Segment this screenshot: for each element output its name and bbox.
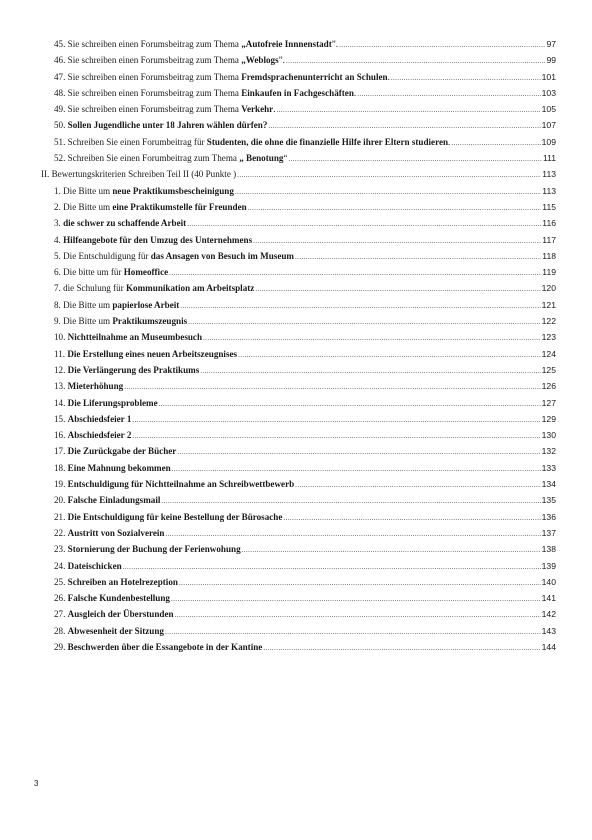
- toc-page-number: 99: [546, 55, 556, 66]
- toc-page-number: 142: [541, 609, 556, 620]
- toc-entry-topic: Die Verlängerung des Praktikums: [67, 364, 200, 375]
- toc-entry-prefix: 8. Die Bitte um: [54, 299, 113, 310]
- toc-entry[interactable]: [54, 623, 556, 639]
- toc-page-number: 117: [542, 234, 556, 245]
- toc-entry-suffix: “: [283, 153, 288, 164]
- toc-page-number: 111: [542, 153, 556, 164]
- dot-leader: [242, 542, 541, 558]
- dot-leader: [187, 216, 541, 232]
- toc-entry[interactable]: [54, 36, 556, 52]
- toc-entry-title: [54, 574, 178, 590]
- dot-leader: [124, 379, 540, 395]
- toc-page-number: 107: [541, 120, 556, 131]
- toc-entry-title: [54, 427, 131, 443]
- toc-entry-prefix: 6. Die bitte um für: [54, 267, 124, 278]
- toc-page-number: 140: [541, 576, 556, 587]
- toc-entry-title: [54, 199, 247, 215]
- toc-page-number: 115: [542, 201, 556, 212]
- toc-entry-topic: Praktikumszeugnis: [112, 316, 188, 327]
- toc-entry-topic: Schreiben an Hotelrezeption: [67, 576, 178, 587]
- toc-entry-prefix: 9. Die Bitte um: [54, 316, 113, 327]
- toc-entry-prefix: 20.: [54, 495, 68, 506]
- toc-entry-prefix: 16.: [54, 430, 68, 441]
- toc-entry[interactable]: [54, 427, 556, 443]
- toc-entry-prefix: 5. Die Entschuldigung für: [54, 250, 151, 261]
- toc-entry[interactable]: [54, 492, 556, 508]
- toc-entry-topic: Entschuldigung für Nichtteilnahme an Schreibwettbewerb: [67, 479, 295, 490]
- toc-entry[interactable]: [54, 395, 556, 411]
- dot-leader: [171, 591, 541, 607]
- toc-entry-suffix: .: [448, 136, 451, 147]
- toc-entry-topic: Einkaufen in Fachgeschäften: [241, 87, 354, 98]
- toc-entry-prefix: 28.: [54, 625, 68, 636]
- toc-entry[interactable]: [54, 215, 556, 231]
- toc-entry-prefix: 15.: [54, 413, 68, 424]
- toc-entry-topic: Die Entschuldigung für keine Bestellung der Bürosache: [67, 511, 283, 522]
- toc-entry-title: [54, 313, 187, 329]
- toc-page-number: 132: [541, 446, 556, 457]
- toc-entry-title: [54, 85, 356, 101]
- toc-page-number: 109: [541, 136, 556, 147]
- toc-entry-prefix: 21.: [54, 511, 68, 522]
- toc-entry-prefix: 46. Sie schreiben einen Forumsbeitrag zum Thema: [54, 55, 242, 66]
- dot-leader: [132, 412, 540, 428]
- toc-entry-title: [54, 460, 171, 476]
- toc-entry-prefix: 52. Schreiben Sie einen Forumbeitrag zum Thema: [54, 153, 240, 164]
- toc-entry-title: [54, 101, 276, 117]
- toc-entry-prefix: 45. Sie schreiben einen Forumsbeitrag zum Thema: [54, 39, 242, 49]
- dot-leader: [268, 118, 540, 134]
- toc-entry-title: [54, 329, 202, 345]
- toc-entry-title: [54, 395, 158, 411]
- dot-leader: [248, 200, 542, 216]
- toc-entry-topic: „Autofreie Innnenstadt: [241, 39, 332, 49]
- toc-entry-prefix: 29.: [54, 641, 68, 652]
- toc-page-number: 144: [541, 641, 556, 652]
- toc-entry-title: [54, 541, 241, 557]
- dot-leader: [132, 428, 540, 444]
- toc-page-number: 101: [541, 71, 556, 82]
- toc-page-number: 116: [542, 218, 556, 229]
- toc-entry-topic: die schwer zu schaffende Arbeit: [63, 218, 187, 229]
- toc-entry-title: [54, 623, 164, 639]
- toc-entry-prefix: 13.: [54, 381, 68, 392]
- toc-entry-title: [54, 215, 186, 231]
- toc-entry-title: [54, 183, 234, 199]
- toc-entry-title: [54, 525, 164, 541]
- toc-page-number: 127: [541, 397, 556, 408]
- toc-entry-topic: Austritt von Sozialverein: [67, 527, 165, 538]
- toc-entry-prefix: 25.: [54, 576, 68, 587]
- toc-entry[interactable]: [54, 85, 556, 101]
- dot-leader: [295, 249, 541, 265]
- dot-leader: [295, 477, 540, 493]
- toc-entry-title: [54, 264, 168, 280]
- toc-page-number: 125: [541, 364, 556, 375]
- toc-entry[interactable]: [54, 443, 556, 459]
- toc-entry[interactable]: [54, 411, 556, 427]
- toc-entry-suffix: .: [273, 104, 276, 115]
- toc-entry-title: [54, 346, 237, 362]
- dot-leader: [238, 347, 541, 363]
- dot-leader: [357, 86, 540, 102]
- toc-entry[interactable]: [54, 248, 556, 264]
- toc-entry[interactable]: [54, 362, 556, 378]
- toc-page-number: 119: [542, 267, 556, 278]
- toc-entry-prefix: 11.: [54, 348, 68, 359]
- toc-entry[interactable]: [54, 574, 556, 590]
- toc-page-number: 141: [541, 593, 556, 604]
- toc-entry-topic: Die Liferungsprobleme: [67, 397, 158, 408]
- toc-entry-topic: Sollen Jugendliche unter 18 Jahren wählen dürfen?: [67, 120, 268, 131]
- toc-entry-title: [54, 443, 176, 459]
- toc-page-number: 103: [541, 87, 556, 98]
- table-of-contents: [0, 36, 592, 655]
- dot-leader: [179, 575, 541, 591]
- dot-leader: [391, 70, 541, 86]
- toc-page-number: 121: [541, 299, 556, 310]
- toc-entry-title: [54, 492, 160, 508]
- toc-entry-title: [41, 166, 236, 182]
- toc-entry-topic: Abschiedsfeier 1: [67, 413, 132, 424]
- dot-leader: [286, 53, 546, 69]
- toc-entry-prefix: 2. Die Bitte um: [54, 201, 113, 212]
- dot-leader: [165, 526, 540, 542]
- toc-entry-prefix: 4.: [54, 234, 64, 245]
- toc-entry-topic: neue Praktikumsbescheinigung: [112, 185, 234, 196]
- toc-entry-prefix: 24.: [54, 560, 68, 571]
- toc-entry[interactable]: [54, 460, 556, 476]
- dot-leader: [288, 151, 541, 167]
- toc-entry[interactable]: [54, 232, 556, 248]
- toc-entry-title: [54, 411, 131, 427]
- toc-entry-prefix: 10.: [54, 332, 68, 343]
- toc-entry-topic: papierlose Arbeit: [112, 299, 180, 310]
- toc-page-number: 120: [541, 283, 556, 294]
- toc-entry[interactable]: [54, 509, 556, 525]
- toc-entry-prefix: 7. die Schulung für: [54, 283, 126, 294]
- toc-entry[interactable]: [54, 590, 556, 606]
- toc-entry-title: [54, 134, 450, 150]
- toc-section-heading[interactable]: [41, 166, 556, 182]
- toc-page-number: 123: [541, 332, 556, 343]
- toc-entry-suffix: ”.: [331, 39, 339, 49]
- toc-entry-topic: Homeoffice: [123, 267, 169, 278]
- toc-page-number: 129: [541, 413, 556, 424]
- dot-leader: [169, 265, 541, 281]
- toc-entry-topic: Dateischicken: [67, 560, 122, 571]
- toc-page-number: 137: [541, 527, 556, 538]
- toc-entry[interactable]: [54, 183, 556, 199]
- toc-entry-topic: das Ansagen von Besuch im Museum: [150, 250, 294, 261]
- dot-leader: [451, 135, 540, 151]
- toc-entry-title: [54, 378, 123, 394]
- toc-entry-prefix: 12.: [54, 364, 68, 375]
- dot-leader: [123, 559, 541, 575]
- toc-entry[interactable]: [54, 346, 556, 362]
- dot-leader: [283, 510, 540, 526]
- toc-page-number: 136: [541, 511, 556, 522]
- toc-entry[interactable]: [54, 134, 556, 150]
- toc-entry[interactable]: [54, 606, 556, 622]
- toc-entry-prefix: 18.: [54, 462, 68, 473]
- dot-leader: [180, 298, 540, 314]
- toc-entry-prefix: 26.: [54, 593, 68, 604]
- toc-entry-prefix: 17.: [54, 446, 68, 457]
- toc-entry[interactable]: [54, 117, 556, 133]
- toc-entry-prefix: 50.: [54, 120, 68, 131]
- toc-page-number: 134: [541, 479, 556, 490]
- toc-page-number: 97: [546, 39, 556, 49]
- toc-entry-prefix: 27.: [54, 609, 68, 620]
- toc-entry-title: [54, 36, 338, 52]
- dot-leader: [253, 233, 541, 249]
- toc-page-number: 124: [541, 348, 556, 359]
- toc-entry-topic: Hilfeangebote für den Umzug des Unternehmens: [63, 234, 253, 245]
- toc-entry[interactable]: [54, 639, 556, 655]
- toc-entry-title: [54, 606, 174, 622]
- toc-page-number: 113: [542, 185, 556, 196]
- dot-leader: [200, 363, 540, 379]
- toc-entry-title: [54, 52, 285, 68]
- toc-entry-topic: Stornierung der Buchung der Ferienwohung: [67, 544, 241, 555]
- dot-leader: [263, 640, 540, 656]
- dot-leader: [172, 461, 541, 477]
- dot-leader: [165, 624, 541, 640]
- dot-leader: [177, 444, 540, 460]
- toc-entry-title: [54, 509, 282, 525]
- toc-page-number: 118: [542, 250, 556, 261]
- toc-entry-title: [54, 590, 170, 606]
- toc-entry-prefix: 1. Die Bitte um: [54, 185, 113, 196]
- toc-page-number: 133: [541, 462, 556, 473]
- toc-entry-topic: Fremdsprachenunterricht an Schulen: [241, 71, 388, 82]
- toc-entry[interactable]: [54, 264, 556, 280]
- toc-entry-title: [54, 248, 294, 264]
- toc-entry-title: [54, 297, 179, 313]
- toc-entry-prefix: 23.: [54, 544, 68, 555]
- toc-entry[interactable]: [54, 101, 556, 117]
- toc-page-number: 126: [541, 381, 556, 392]
- toc-entry[interactable]: [54, 150, 556, 166]
- toc-entry-prefix: 51. Schreiben Sie einen Forumbeitrag für: [54, 136, 207, 147]
- toc-entry-prefix: 48. Sie schreiben einen Forumsbeitrag zum Thema: [54, 87, 242, 98]
- toc-entry-title: [54, 280, 254, 296]
- toc-entry-suffix: .: [353, 87, 357, 98]
- toc-entry-topic: Abschiedsfeier 2: [67, 430, 132, 441]
- toc-entry-prefix: 22.: [54, 527, 68, 538]
- toc-page-number: 135: [541, 495, 556, 506]
- toc-entry-topic: „Weblogs: [241, 55, 279, 66]
- toc-entry-prefix: II. Bewertungskriterien Schreiben Teil II (40 Punkte ): [41, 169, 237, 180]
- toc-entry-title: [54, 232, 252, 248]
- toc-entry-topic: Beschwerden über die Essangebote in der Kantine: [67, 641, 263, 652]
- toc-page-number: 130: [541, 430, 556, 441]
- toc-entry-topic: Die Erstellung eines neuen Arbeitszeugnises: [67, 348, 238, 359]
- toc-page-number: 138: [541, 544, 556, 555]
- toc-entry-topic: „ Benotung: [239, 153, 284, 164]
- toc-entry[interactable]: [54, 313, 556, 329]
- toc-entry[interactable]: [54, 199, 556, 215]
- page-number: 3: [34, 779, 39, 788]
- toc-entry[interactable]: [54, 69, 556, 85]
- toc-entry-suffix: ”.: [278, 55, 285, 66]
- dot-leader: [235, 184, 541, 200]
- dot-leader: [255, 281, 540, 297]
- dot-leader: [203, 330, 541, 346]
- toc-entry-topic: Kommunikation am Arbeitsplatz: [125, 283, 255, 294]
- toc-entry-topic: Verkehr: [241, 104, 274, 115]
- toc-page-number: 113: [542, 169, 556, 180]
- toc-entry-topic: Falsche Kundenbestellung: [67, 593, 170, 604]
- dot-leader: [161, 493, 540, 509]
- toc-entry[interactable]: [54, 558, 556, 574]
- toc-entry-prefix: 19.: [54, 479, 68, 490]
- toc-entry[interactable]: [54, 476, 556, 492]
- toc-entry-title: [54, 558, 122, 574]
- toc-entry-topic: Nichtteilnahme an Museumbesuch: [67, 332, 203, 343]
- toc-entry-prefix: 49. Sie schreiben einen Forumsbeitrag zum Thema: [54, 104, 242, 115]
- toc-entry-title: [54, 639, 262, 655]
- toc-page-number: 122: [541, 316, 556, 327]
- dot-leader: [277, 102, 541, 118]
- toc-entry-title: [54, 69, 390, 85]
- toc-entry-prefix: 47. Sie schreiben einen Forumsbeitrag zum Thema: [54, 71, 242, 82]
- toc-page-number: 105: [541, 104, 556, 115]
- toc-entry[interactable]: [54, 525, 556, 541]
- toc-entry-topic: Eine Mahnung bekommen: [67, 462, 171, 473]
- toc-entry[interactable]: [54, 541, 556, 557]
- toc-entry-topic: Die Zurückgabe der Bücher: [67, 446, 177, 457]
- toc-entry[interactable]: [54, 52, 556, 68]
- toc-entry-topic: Falsche Einladungsmail: [67, 495, 161, 506]
- toc-page-number: 139: [541, 560, 556, 571]
- toc-entry[interactable]: [54, 378, 556, 394]
- toc-entry-title: [54, 150, 287, 166]
- toc-entry[interactable]: [54, 280, 556, 296]
- toc-page-number: 143: [541, 625, 556, 636]
- toc-entry-topic: Studenten, die ohne die finanzielle Hilfe ihrer Eltern studieren: [206, 136, 449, 147]
- toc-entry-topic: eine Praktikumstelle für Freunden: [112, 201, 247, 212]
- toc-entry-topic: Abwesenheit der Sitzung: [67, 625, 164, 636]
- toc-entry-prefix: 14.: [54, 397, 68, 408]
- dot-leader: [175, 607, 541, 623]
- toc-entry-topic: Mieterhöhung: [67, 381, 124, 392]
- dot-leader: [339, 37, 545, 53]
- toc-entry[interactable]: [54, 329, 556, 345]
- toc-entry-title: [54, 117, 267, 133]
- toc-entry-title: [54, 476, 294, 492]
- toc-entry-title: [54, 362, 199, 378]
- toc-entry-suffix: .: [387, 71, 390, 82]
- dot-leader: [188, 314, 541, 330]
- toc-entry-prefix: 3.: [54, 218, 64, 229]
- dot-leader: [159, 396, 541, 412]
- dot-leader: [237, 167, 541, 183]
- toc-entry[interactable]: [54, 297, 556, 313]
- toc-entry-topic: Ausgleich der Überstunden: [67, 609, 174, 620]
